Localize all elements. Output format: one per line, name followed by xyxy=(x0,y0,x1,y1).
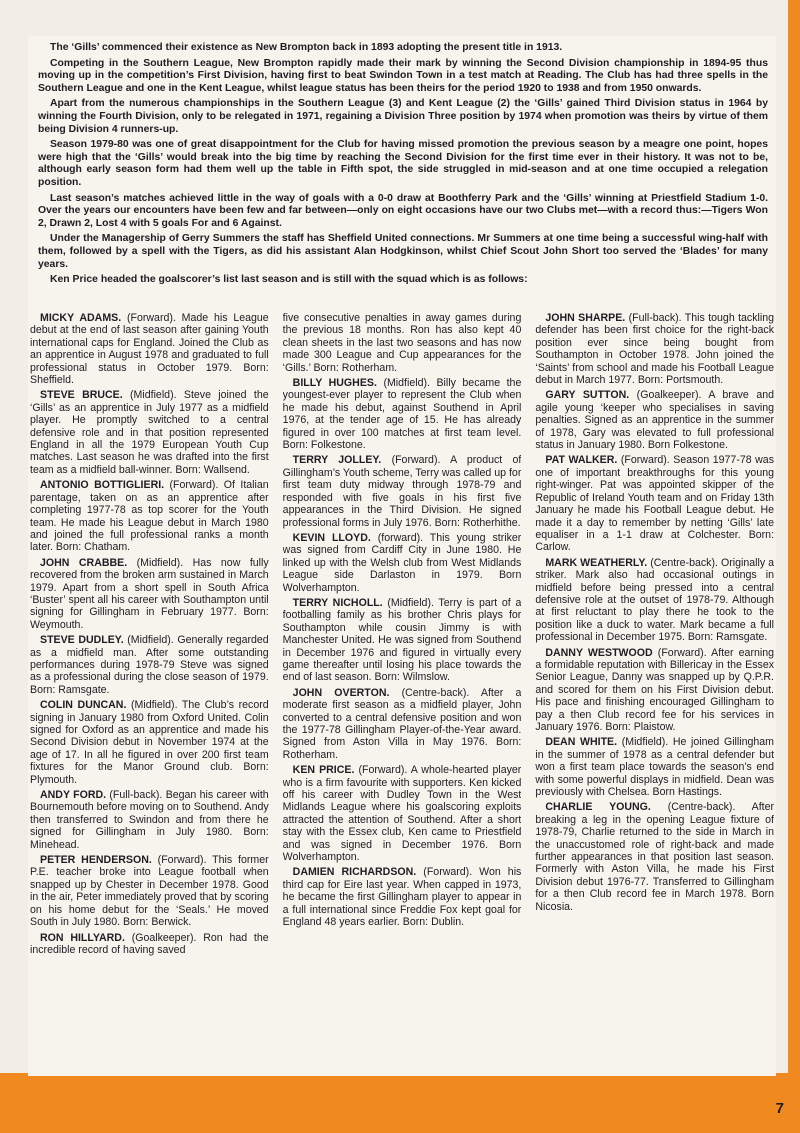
player-bio xyxy=(283,532,522,594)
page xyxy=(28,36,776,1076)
intro-paragraph: The ‘Gills’ commenced their existence as New Brompton back in 1893 adopting the present title in 1913. xyxy=(50,42,563,53)
intro-paragraph: Ken Price headed the goalscorer’s list last season and is still with the squad which is as follows: xyxy=(50,274,528,286)
player-name: DANNY WESTWOOD xyxy=(545,646,653,659)
player-name: GARY SUTTON. xyxy=(545,389,630,402)
page-number: 7 xyxy=(775,1100,784,1117)
player-name: ANDY FORD. xyxy=(40,789,107,802)
player-name: BILLY HUGHES. xyxy=(292,377,377,390)
player-text: (Forward). Made his League debut at the end of last season after gaining Youth international caps for England. Joined the Club as an apprentice in August 1978 and graduated to full professional status in October 1979. Born: Sheffield. xyxy=(30,312,269,387)
player-bio xyxy=(30,789,269,851)
column-1 xyxy=(30,312,269,1072)
player-text: (Midfield). Billy became the youngest-ever player to represent the Club when he made his debut, against Southend in April 1976, at the tender age of 15. He has already figured in over 100 matches at first team level. Born: Folkestone. xyxy=(282,377,522,452)
player-name: JOHN OVERTON. xyxy=(292,686,390,699)
player-bio xyxy=(283,687,522,761)
player-text: (Forward). A whole-hearted player who is a firm favourite with supporters. Ken kicked off his career with Dudley Town in the West Midlands League where his goalscoring exploits attracted the attention of Southend. After a short stay with the Essex club, Ken came to Priestfield and was signed in December 1976. Born Wolverhampton. xyxy=(282,764,522,864)
player-text: (forward). This young striker was signed from Cardiff City in June 1980. He linked up with the Welsh club from West Midlands League side Darlaston in 1979. Born Wolverhampton. xyxy=(282,531,522,594)
player-name: DAMIEN RICHARDSON. xyxy=(292,866,417,879)
player-bio xyxy=(30,854,269,928)
player-name: JOHN CRABBE. xyxy=(40,556,128,569)
player-name: CHARLIE YOUNG. xyxy=(545,801,651,814)
player-text: (Midfield). Steve joined the ‘Gills’ as an apprentice in July 1977 as a midfield player. He promptly switched to a central defensive role and in that position represented England in all the 1979 European Youth Cup matches. Last season he was drafted into the first team as a midfield ball-winner. Born: Wallsend. xyxy=(30,389,269,476)
player-text: (Full-back). Began his career with Bournemouth before moving on to Southend. Andy then transferred to Swindon and from there he signed for Gillingham in July 1980. Born: Minehead. xyxy=(30,789,269,851)
player-bio xyxy=(283,312,522,374)
player-name: ANTONIO BOTTIGLIERI. xyxy=(40,479,165,492)
player-bio xyxy=(535,736,774,798)
player-name: TERRY JOLLEY. xyxy=(292,454,382,467)
player-bio xyxy=(283,764,522,863)
player-bio xyxy=(30,634,269,696)
player-bio xyxy=(535,557,774,644)
player-text: (Forward). Of Italian parentage, taken on as an apprentice after completing 1977-78 as top scorer for the Youth team. He made his League debut in March 1980 and joined the full professional ranks a month later. Born: Chatham. xyxy=(30,479,269,554)
player-name: PAT WALKER. xyxy=(545,454,618,467)
intro-section xyxy=(38,42,768,290)
player-bio xyxy=(30,389,269,476)
intro-paragraph: Under the Managership of Gerry Summers the staff has Sheffield United connections. Mr Summers at one time being a successful wing-half with them, followed by a spell with the Tigers, as did his assistant Alan Hodgkinson, whilst Chief Scout John Short too served the ‘Blades’ for many years. xyxy=(38,233,768,270)
column-3 xyxy=(535,312,774,1072)
player-bio xyxy=(535,801,774,913)
player-bio xyxy=(30,557,269,631)
player-columns xyxy=(30,312,774,1072)
player-text: (Midfield). Terry is part of a footballing family as his brother Chris plays for Southampton while cousin Jimmy is with Manchester United. He was signed from Southend in December 1976 and figured in virtually every game thereafter until losing his place towards the end of last season. Born: Wilmslow. xyxy=(282,596,522,684)
player-bio xyxy=(535,454,774,553)
player-bio xyxy=(283,597,522,684)
player-name: DEAN WHITE. xyxy=(545,736,618,749)
player-name: TERRY NICHOLL. xyxy=(292,596,383,609)
player-name: MARK WEATHERLY. xyxy=(545,556,648,569)
player-text: (Goalkeeper). Ron had the incredible record of having saved xyxy=(30,931,269,956)
player-text: (Forward). A product of Gillingham’s Youth scheme, Terry was called up for first team duty midway through 1978-79 and responded with five goals in his first five appearances in the Third Division. He signed professional forms in July 1976. Born: Rotherhithe. xyxy=(282,454,522,529)
player-bio xyxy=(535,389,774,451)
player-bio xyxy=(283,866,522,928)
player-text: (Full-back). This tough tackling defender has been first choice for the right-back position ever since being bought from Southampton in October 1978. John joined the ‘Saints’ from school and made his Football League debut in March 1977. Born: Portsmouth. xyxy=(535,312,775,387)
intro-paragraph: Season 1979-80 was one of great disappointment for the Club for having missed promotion the previous season by a meagre one point, hopes were high that the ‘Gills’ would break into the big time by reaching the Second Division for the first time ever in their history. It was not to be, although early season form had them well up the table in Fifth spot, the side struggled in mid-season and at one time occupied a relegation position. xyxy=(38,139,768,188)
player-bio xyxy=(283,454,522,528)
player-name: COLIN DUNCAN. xyxy=(40,699,127,712)
player-text: (Midfield). Generally regarded as a midfield man. After some outstanding performances during 1978-79 Steve was signed as a professional during the close season of 1979. Born: Ramsgate. xyxy=(30,634,269,696)
player-name: RON HILLYARD. xyxy=(40,931,125,944)
player-name: KEVIN LLOYD. xyxy=(292,531,371,544)
intro-paragraph: Apart from the numerous championships in the Southern League (3) and Kent League (2) the ‘Gills’ gained Third Division status in 1964 by winning the Fourth Division, only to be relegated in 1971, regaining a Division Three position by 1974 when promotion was theirs by virtue of them being Division 4 runners-up. xyxy=(38,98,768,135)
player-text: (Centre-back). Originally a striker. Mark also had occasional outings in midfield before being pressed into a central defensive role at the outset of 1978-79. Although at first reluctant to play there he took to the position like a duck to water. Mark became a full professional in December 1975. Born: Ramsgate. xyxy=(535,556,775,644)
player-bio xyxy=(30,699,269,786)
player-text: (Centre-back). After breaking a leg in the opening League fixture of 1978-79, Charlie returned to the side in March in the unaccustomed role of right-back and made further appearances in that position last season. Formerly with Aston Villa, he made his First Division debut 1976-77. Transferred to Gillingham for a then Club record fee in March 1978. Born Nicosia. xyxy=(535,801,775,913)
orange-side-border xyxy=(788,0,800,1133)
player-bio xyxy=(30,312,269,386)
player-name: JOHN SHARPE. xyxy=(545,312,626,324)
player-text: (Forward). After earning a formidable reputation with Billericay in the Essex Senior League, Danny was snapped up by Q.P.R. and scored for them on his First Division debut. His pace and finishing encouraged Gillingham to pay a then Club record fee for his services in January 1976. Born: Plaistow. xyxy=(535,646,775,733)
intro-paragraph: Last season’s matches achieved little in the way of goals with a 0-0 draw at Boothferry Park and the ‘Gills’ winning at Priestfield Stadium 1-0. Over the years our encounters have been few and far between—only on eight occasions have our two Clubs met—with a record thus:—Tigers Won 2, Drawn 2, Lost 4 with 5 goals For and 6 Against. xyxy=(38,192,768,229)
player-text: (Midfield). Has now fully recovered from the broken arm sustained in March 1979. Apart from a short spell in South Africa ‘Buster’ spent all his career with Southampton until signing for Gillingham in February 1977. Born: Weymouth. xyxy=(30,556,269,631)
intro-paragraph: Competing in the Southern League, New Brompton rapidly made their mark by winning the Second Division championship in 1894-95 thus moving up in the competition’s First Division, having first to beat Swindon Town in a test match at Reading. The Club has had three spells in the Southern League and one in the Kent League, whilst league status has been theirs for the period 1920 to 1938 and from 1950 onwards. xyxy=(38,57,768,94)
player-bio xyxy=(283,377,522,451)
player-text: (Centre-back). After a moderate first season as a midfield player, John converted to a central defensive position and won the 1977-78 Gillingham Player-of-the-Year award. Signed from Aston Villa in May 1976. Born: Rotherham. xyxy=(282,686,522,761)
player-bio xyxy=(30,932,269,957)
player-text: five consecutive penalties in away games during the previous 18 months. Ron has also kept 40 clean sheets in the last two seasons and has now made 300 League and Cup appearances for the ‘Gills.’ Born: Rotherham. xyxy=(282,312,522,374)
player-name: MICKY ADAMS. xyxy=(40,312,122,324)
player-name: PETER HENDERSON. xyxy=(40,854,152,867)
player-bio xyxy=(535,312,774,386)
player-name: KEN PRICE. xyxy=(292,764,355,777)
player-text: (Forward). Won his third cap for Eire last year. When capped in 1973, he became the first Gillingham player to appear in a full international since Freddie Fox kept goal for England 48 years earlier. Born: Dublin. xyxy=(282,866,522,929)
player-text: (Midfield). The Club’s record signing in January 1980 from Oxford United. Colin signed for Oxford as an apprentice and made his Second Division debut in November 1974 at the age of 17. In all he figured in over 200 first team fixtures for the Manor Ground club. Born: Plymouth. xyxy=(30,699,269,786)
column-2 xyxy=(283,312,522,1072)
orange-footer-band xyxy=(0,1073,800,1133)
player-bio xyxy=(535,647,774,734)
player-text: (Goalkeeper). A brave and agile young ‘keeper who specialises in saving penalties. Signed as an apprentice in the summer of 1978, Gary was elevated to full professional status in January 1980. Born Folkestone. xyxy=(535,389,775,452)
player-name: STEVE DUDLEY. xyxy=(40,634,124,647)
player-name: STEVE BRUCE. xyxy=(40,389,123,402)
player-text: (Forward). Season 1977-78 was one of important breakthroughs for this young right-winger. Pat was appointed skipper of the Republic of Ireland Youth team and on Friday 13th January he made his Football League debut. He made it a day to remember by netting ‘Gills’ late equaliser in a 1-1 draw at Colchester. Born: Carlow. xyxy=(535,454,775,554)
player-text: (Midfield). He joined Gillingham in the summer of 1978 as a central defender but won a first team place towards the season’s end with some powerful displays in midfield. Dean was previously with Chelsea. Born Hastings. xyxy=(535,736,775,799)
player-text: (Forward). This former P.E. teacher broke into League football when snapped up by Chester in December 1978. Good in the air, Peter immediately proved that by scoring on his home debut for the ‘Seals.’ He moved South in July 1980. Born: Berwick. xyxy=(30,854,269,929)
player-bio xyxy=(30,479,269,553)
